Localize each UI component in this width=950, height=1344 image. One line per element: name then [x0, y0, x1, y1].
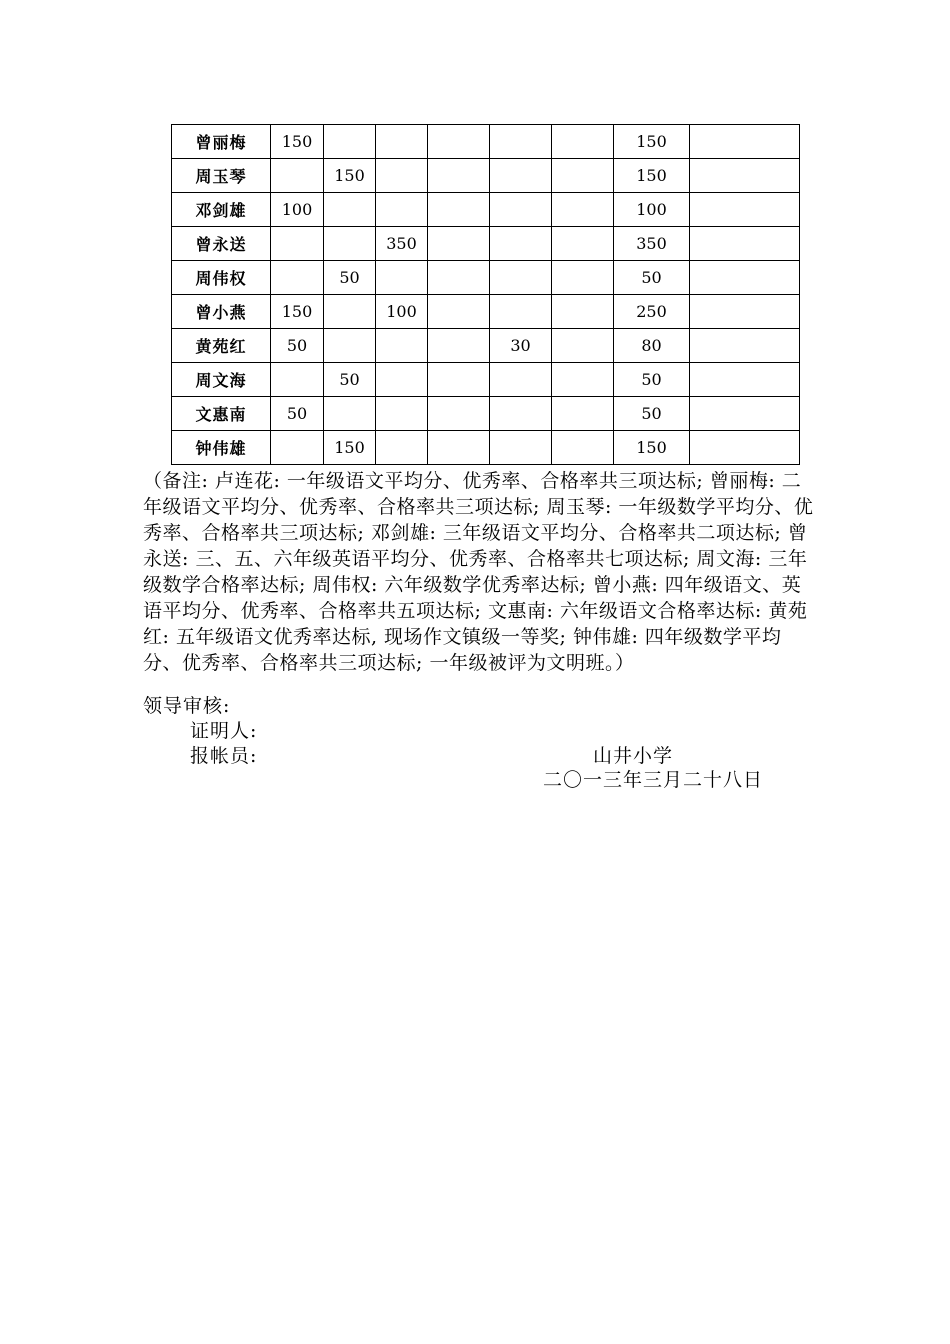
teacher-name-cell: 周伟权 [172, 261, 271, 295]
amount-cell [690, 227, 800, 261]
amount-cell: 100 [376, 295, 428, 329]
amount-cell [552, 295, 614, 329]
amount-cell [552, 125, 614, 159]
table-row [172, 431, 800, 465]
total-cell: 150 [614, 125, 690, 159]
amount-cell [428, 227, 490, 261]
amount-cell [376, 193, 428, 227]
amount-cell [552, 363, 614, 397]
amount-cell [271, 431, 324, 465]
award-table [171, 124, 800, 465]
amount-cell [271, 363, 324, 397]
award-table-body [172, 125, 800, 465]
teacher-name-cell: 周文海 [172, 363, 271, 397]
amount-cell [490, 295, 552, 329]
total-cell: 150 [614, 431, 690, 465]
amount-cell [552, 329, 614, 363]
school-name: 山井小学 [593, 745, 674, 767]
amount-cell [552, 159, 614, 193]
amount-cell [552, 397, 614, 431]
document-date: 二〇一三年三月二十八日 [543, 769, 764, 791]
remarks-paragraph: （备注: 卢连花: 一年级语文平均分、优秀率、合格率共三项达标; 曾丽梅: 二年级语文平均分、优秀率、合格率共三项达标; 周玉琴: 一年级数学平均分、优秀率、合格率共三项达标; 邓剑雄: 三年级语文平均分、合格率共二项达标; 曾永送: 三、五、六年级英语平均分、优秀率、合格率共七项达标; 周文海: 三年级数学合格率达标; 周伟权: 六年级数学优秀率达标; 曾小燕: 四年级语文、英语平均分、优秀率、合格率共五项达标; 文惠南: 六年级语文合格率达标: 黄苑红: 五年级语文优秀率达标, 现场作文镇级一等奖; 钟伟雄: 四年级数学平均分、优秀率、合格率共三项达标; 一年级被评为文明班。） [143, 470, 814, 674]
amount-cell [552, 227, 614, 261]
amount-cell [324, 329, 376, 363]
amount-cell [690, 193, 800, 227]
teacher-name-cell: 曾丽梅 [172, 125, 271, 159]
amount-cell [376, 431, 428, 465]
amount-cell: 150 [271, 295, 324, 329]
witness-label: 证明人: [190, 720, 258, 742]
teacher-name-cell: 黄苑红 [172, 329, 271, 363]
amount-cell [428, 193, 490, 227]
amount-cell: 50 [324, 261, 376, 295]
amount-cell [552, 431, 614, 465]
amount-cell: 30 [490, 329, 552, 363]
amount-cell [490, 227, 552, 261]
leader-review-label: 领导审核: [143, 695, 231, 717]
amount-cell [690, 159, 800, 193]
total-cell: 80 [614, 329, 690, 363]
amount-cell: 150 [271, 125, 324, 159]
amount-cell [428, 397, 490, 431]
teacher-name-cell: 曾小燕 [172, 295, 271, 329]
amount-cell: 50 [324, 363, 376, 397]
total-cell: 150 [614, 159, 690, 193]
total-cell: 350 [614, 227, 690, 261]
amount-cell [690, 261, 800, 295]
amount-cell: 50 [271, 397, 324, 431]
amount-cell: 50 [271, 329, 324, 363]
amount-cell [490, 397, 552, 431]
table-row [172, 295, 800, 329]
accountant-label: 报帐员: [190, 745, 258, 767]
amount-cell [324, 193, 376, 227]
amount-cell: 350 [376, 227, 428, 261]
teacher-name-cell: 曾永送 [172, 227, 271, 261]
amount-cell [428, 295, 490, 329]
amount-cell [324, 125, 376, 159]
amount-cell [552, 193, 614, 227]
amount-cell [690, 363, 800, 397]
table-row [172, 227, 800, 261]
amount-cell [490, 159, 552, 193]
amount-cell [376, 397, 428, 431]
amount-cell [552, 261, 614, 295]
amount-cell [428, 431, 490, 465]
amount-cell [376, 261, 428, 295]
amount-cell [490, 363, 552, 397]
total-cell: 50 [614, 397, 690, 431]
total-cell: 250 [614, 295, 690, 329]
amount-cell [690, 397, 800, 431]
amount-cell [428, 125, 490, 159]
amount-cell [324, 397, 376, 431]
total-cell: 100 [614, 193, 690, 227]
amount-cell [690, 431, 800, 465]
table-row [172, 193, 800, 227]
amount-cell [271, 159, 324, 193]
teacher-name-cell: 邓剑雄 [172, 193, 271, 227]
table-row [172, 397, 800, 431]
table-row [172, 363, 800, 397]
amount-cell [690, 125, 800, 159]
total-cell: 50 [614, 261, 690, 295]
table-row [172, 159, 800, 193]
amount-cell [376, 329, 428, 363]
amount-cell: 150 [324, 159, 376, 193]
amount-cell [690, 295, 800, 329]
amount-cell [271, 227, 324, 261]
amount-cell [490, 125, 552, 159]
amount-cell [376, 159, 428, 193]
teacher-name-cell: 文惠南 [172, 397, 271, 431]
amount-cell [324, 227, 376, 261]
amount-cell [428, 329, 490, 363]
teacher-name-cell: 周玉琴 [172, 159, 271, 193]
amount-cell [428, 159, 490, 193]
teacher-name-cell: 钟伟雄 [172, 431, 271, 465]
amount-cell [490, 261, 552, 295]
amount-cell [490, 193, 552, 227]
amount-cell: 150 [324, 431, 376, 465]
amount-cell [324, 295, 376, 329]
table-row [172, 261, 800, 295]
amount-cell [428, 363, 490, 397]
amount-cell [490, 431, 552, 465]
amount-cell [690, 329, 800, 363]
amount-cell: 100 [271, 193, 324, 227]
amount-cell [428, 261, 490, 295]
amount-cell [376, 363, 428, 397]
amount-cell [271, 261, 324, 295]
table-row [172, 125, 800, 159]
table-row [172, 329, 800, 363]
amount-cell [376, 125, 428, 159]
total-cell: 50 [614, 363, 690, 397]
